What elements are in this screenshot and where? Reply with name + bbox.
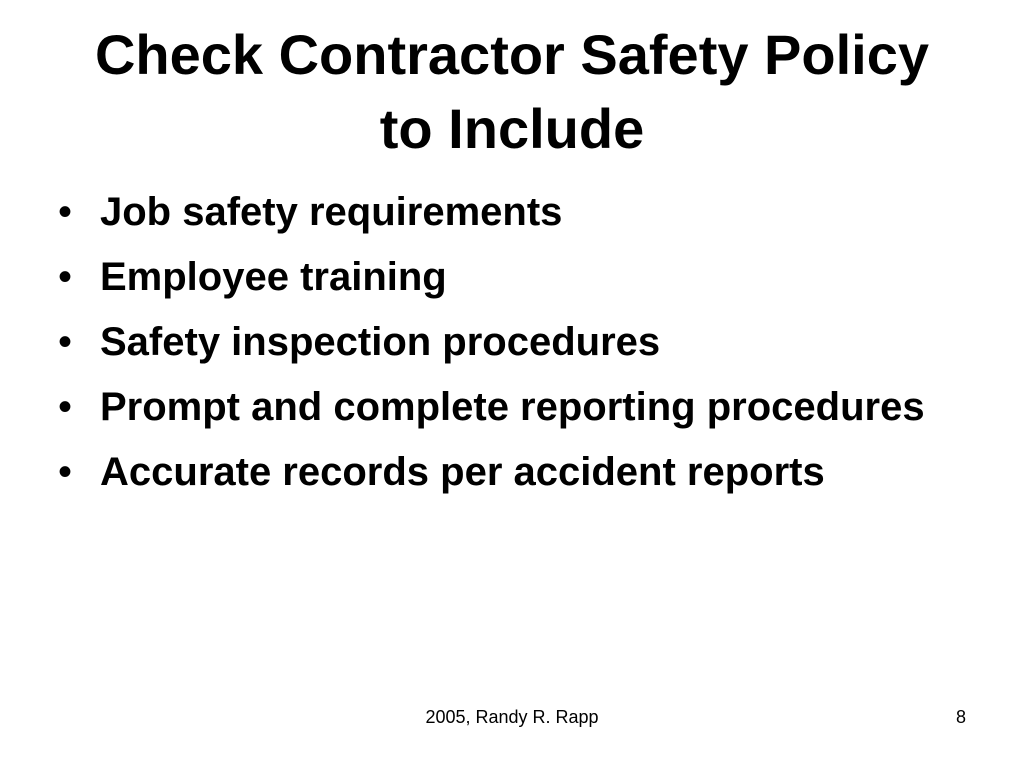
bullet-icon: • — [58, 385, 73, 429]
slide-title-line-1: Check Contractor Safety Policy — [94, 23, 930, 86]
bullet-text: Accurate records per accident reports — [100, 450, 825, 494]
footer-credit: 2005, Randy R. Rapp — [425, 707, 599, 727]
bullet-text: Safety inspection procedures — [100, 320, 661, 364]
slide-title — [30, 18, 994, 166]
bullet-item-safety-inspection — [58, 316, 958, 368]
bullet-item-job-safety — [58, 186, 958, 238]
slide-title-line-2: to Include — [379, 97, 645, 160]
bullet-icon: • — [58, 450, 73, 494]
bullet-icon: • — [58, 190, 73, 234]
bullet-text: Job safety requirements — [100, 190, 563, 234]
bullet-text: Prompt and complete reporting procedures — [100, 385, 925, 429]
bullet-item-reporting-procedures — [58, 381, 958, 433]
bullet-text: Employee training — [100, 255, 447, 299]
bullet-list — [58, 186, 958, 511]
page-number: 8 — [955, 707, 966, 727]
bullet-item-accurate-records — [58, 446, 958, 498]
bullet-icon: • — [58, 320, 73, 364]
bullet-icon: • — [58, 255, 73, 299]
bullet-item-employee-training — [58, 251, 958, 303]
